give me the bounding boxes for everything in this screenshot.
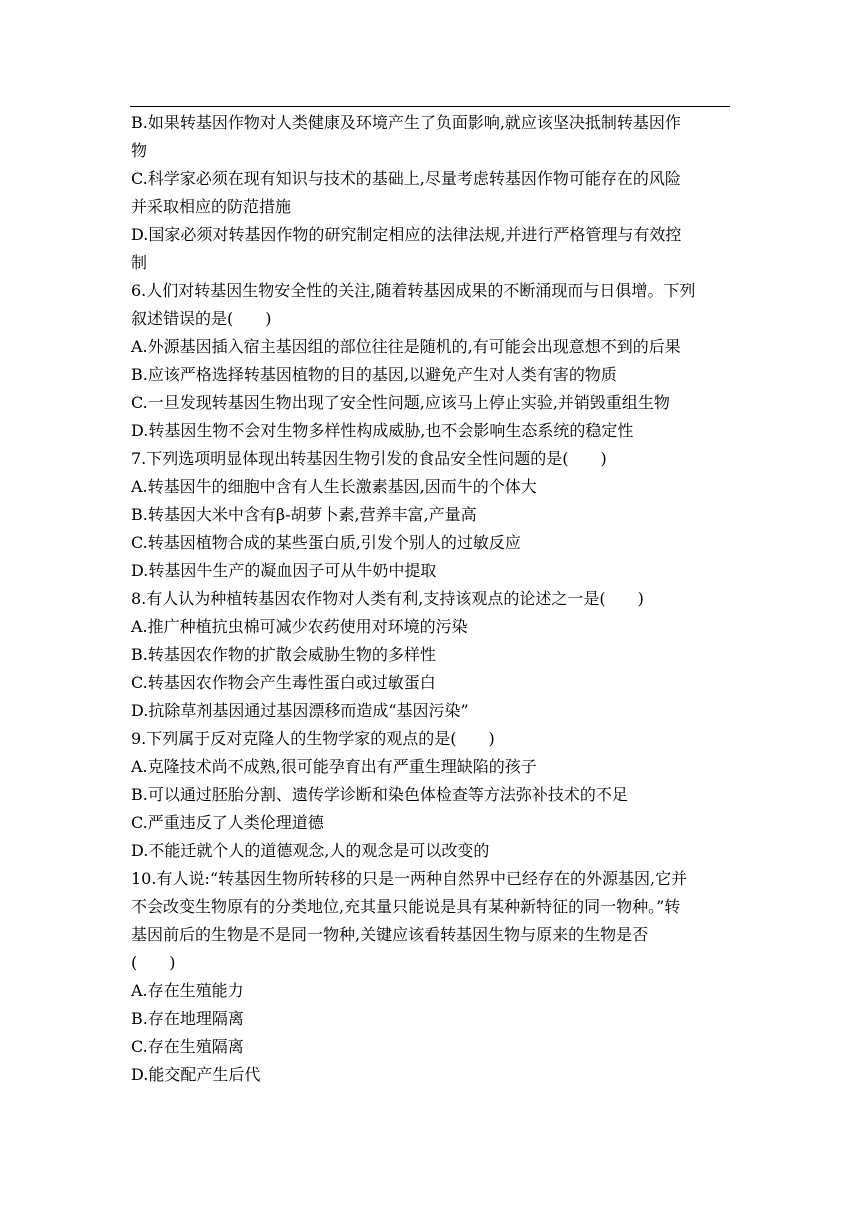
text-line: C.科学家必须在现有知识与技术的基础上,尽量考虑转基因作物可能存在的风险 [131, 169, 681, 188]
question-9-option-d: D.不能迁就个人的道德观念,人的观念是可以改变的 [131, 841, 490, 860]
question-9-stem: 9.下列属于反对克隆人的生物学家的观点的是( ) [131, 729, 495, 748]
question-6-stem: 6.人们对转基因生物安全性的关注,随着转基因成果的不断涌现而与日俱增。下列 [131, 281, 696, 300]
question-9-option-c: C.严重违反了人类伦理道德 [131, 813, 324, 832]
question-10-stem: 10.有人说:“转基因生物所转移的只是一两种自然界中已经存在的外源基因,它并 [131, 869, 688, 888]
question-10-option-c: C.存在生殖隔离 [131, 1037, 244, 1056]
question-6-option-a: A.外源基因插入宿主基因组的部位往往是随机的,有可能会出现意想不到的后果 [131, 337, 681, 356]
question-text [131, 109, 731, 1089]
text-line: 制 [131, 253, 148, 272]
question-10-stem: ( ) [131, 953, 176, 972]
question-10-option-d: D.能交配产生后代 [131, 1065, 261, 1084]
text-line: 物 [131, 141, 148, 160]
question-10-stem: 不会改变生物原有的分类地位,充其量只能说是具有某种新特征的同一物种。”转 [131, 897, 681, 916]
question-7-option-d: D.转基因牛生产的凝血因子可从牛奶中提取 [131, 561, 437, 580]
question-6-option-b: B.应该严格选择转基因植物的目的基因,以避免产生对人类有害的物质 [131, 365, 617, 384]
question-7-stem: 7.下列选项明显体现出转基因生物引发的食品安全性问题的是( ) [131, 449, 607, 468]
question-7-option-a: A.转基因牛的细胞中含有人生长激素基因,因而牛的个体大 [131, 477, 537, 496]
question-10-stem: 基因前后的生物是不是同一物种,关键应该看转基因生物与原来的生物是否 [131, 925, 649, 944]
question-6-option-d: D.转基因生物不会对生物多样性构成威胁,也不会影响生态系统的稳定性 [131, 421, 634, 440]
question-8-option-b: B.转基因农作物的扩散会威胁生物的多样性 [131, 645, 436, 664]
question-8-stem: 8.有人认为种植转基因农作物对人类有利,支持该观点的论述之一是( ) [131, 589, 644, 608]
question-8-option-a: A.推广种植抗虫棉可减少农药使用对环境的污染 [131, 617, 468, 636]
question-8-option-c: C.转基因农作物会产生毒性蛋白或过敏蛋白 [131, 673, 436, 692]
text-line: 并采取相应的防范措施 [131, 197, 292, 216]
question-7-option-b: B.转基因大米中含有β-胡萝卜素,营养丰富,产量高 [131, 505, 477, 524]
text-line: D.国家必须对转基因作物的研究制定相应的法律法规,并进行严格管理与有效控 [131, 225, 682, 244]
question-7-option-c: C.转基因植物合成的某些蛋白质,引发个别人的过敏反应 [131, 533, 521, 552]
question-9-option-a: A.克隆技术尚不成熟,很可能孕育出有严重生理缺陷的孩子 [131, 757, 537, 776]
header-rule [130, 106, 730, 107]
question-8-option-d: D.抗除草剂基因通过基因漂移而造成“基因污染” [131, 701, 469, 720]
question-9-option-b: B.可以通过胚胎分割、遗传学诊断和染色体检查等方法弥补技术的不足 [131, 785, 628, 804]
question-10-option-b: B.存在地理隔离 [131, 1009, 244, 1028]
question-10-option-a: A.存在生殖能力 [131, 981, 244, 1000]
question-6-option-c: C.一旦发现转基因生物出现了安全性问题,应该马上停止实验,并销毁重组生物 [131, 393, 670, 412]
question-6-stem: 叙述错误的是( ) [131, 309, 272, 328]
text-line: B.如果转基因作物对人类健康及环境产生了负面影响,就应该坚决抵制转基因作 [131, 113, 681, 132]
